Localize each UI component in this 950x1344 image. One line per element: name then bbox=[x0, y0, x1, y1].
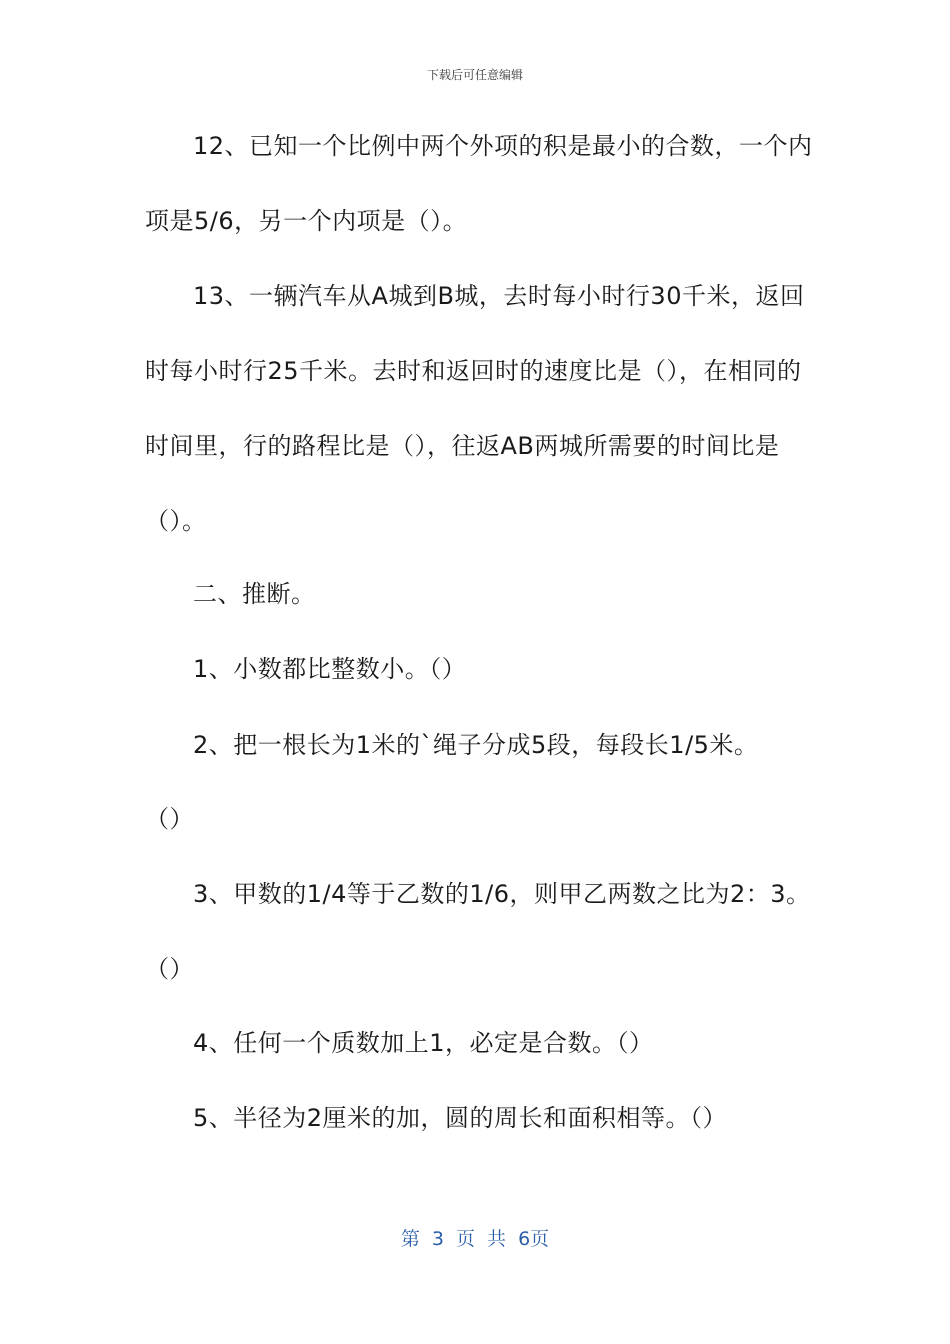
question-13-line-1: 13、一辆汽车从A城到B城，去时每小时行30千米，返回 bbox=[193, 282, 805, 310]
page-header: 下载后可任意编辑 bbox=[426, 68, 523, 82]
judgment-1: 1、小数都比整数小。（） bbox=[193, 655, 467, 683]
question-12-line-1: 12、已知一个比例中两个外项的积是最小的合数，一个内 bbox=[193, 132, 813, 160]
judgment-2-line-2: （） bbox=[145, 805, 194, 833]
judgment-4: 4、任何一个质数加上1，必定是合数。（） bbox=[193, 1029, 654, 1057]
question-13-line-2: 时每小时行25千米。去时和返回时的速度比是（），在相同的 bbox=[145, 357, 802, 385]
question-13-line-4: （）。 bbox=[145, 507, 207, 535]
section-heading-judgment: 二、推断。 bbox=[193, 580, 316, 608]
judgment-2-line-1: 2、把一根长为1米的`绳子分成5段，每段长1/5米。 bbox=[193, 731, 759, 759]
judgment-3-line-1: 3、甲数的1/4等于乙数的1/6，则甲乙两数之比为2：3。 bbox=[193, 880, 811, 908]
page-footer: 第 3 页 共 6页 bbox=[400, 1228, 550, 1250]
question-13-line-3: 时间里，行的路程比是（），往返AB两城所需要的时间比是 bbox=[145, 432, 780, 460]
judgment-5: 5、半径为2厘米的加，圆的周长和面积相等。（） bbox=[193, 1104, 728, 1132]
judgment-3-line-2: （） bbox=[145, 955, 194, 983]
question-12-line-2: 项是5/6，另一个内项是（）。 bbox=[145, 207, 468, 235]
